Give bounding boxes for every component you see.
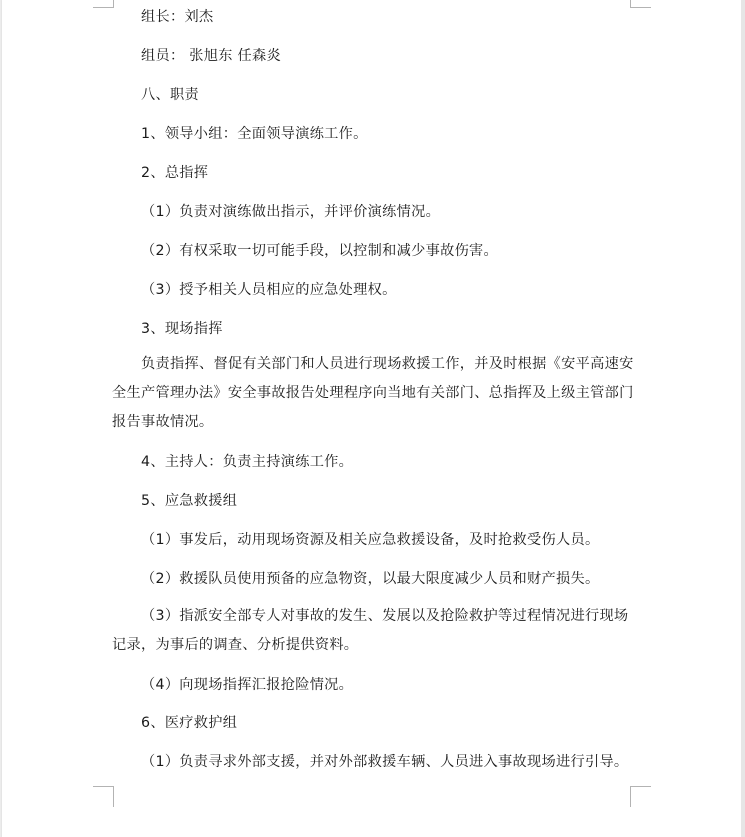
list-item: （4）向现场指挥汇报抢险情况。 <box>141 677 354 693</box>
subheading: 5、应急救援组 <box>141 493 238 509</box>
subheading: 2、总指挥 <box>141 165 209 181</box>
paragraph: 1、领导小组：全面领导演练工作。 <box>141 126 368 142</box>
list-item: （3）指派安全部专人对事故的发生、发展以及抢险救护等过程情况进行现场记录，为事后的调查、分析提供资料。 <box>112 608 629 653</box>
margin-corner-top-left <box>93 0 114 8</box>
list-item: （1）事发后，动用现场资源及相关应急救援设备，及时抢救受伤人员。 <box>141 532 600 548</box>
document-page <box>2 0 741 837</box>
section-heading: 八、职责 <box>141 87 199 103</box>
paragraph: 负责指挥、督促有关部门和人员进行现场救援工作，并及时根据《安平高速安全生产管理办法》安全事故报告处理程序向当地有关部门、总指挥及上级主管部门报告事故情况。 <box>112 356 634 430</box>
team-leader-line: 组长：刘杰 <box>141 9 214 25</box>
list-item: （3）授予相关人员相应的应急处理权。 <box>141 282 397 298</box>
margin-corner-bottom-right <box>630 786 651 807</box>
subheading: 3、现场指挥 <box>141 321 223 337</box>
list-item: （1）负责寻求外部支援，并对外部救援车辆、人员进入事故现场进行引导。 <box>141 754 629 770</box>
team-members-line: 组员： 张旭东 任森炎 <box>141 48 282 64</box>
list-item: （1）负责对演练做出指示，并评价演练情况。 <box>141 204 441 220</box>
margin-corner-top-right <box>630 0 651 8</box>
scroll-gutter <box>741 0 745 837</box>
margin-corner-bottom-left <box>93 786 114 807</box>
subheading: 6、医疗救护组 <box>141 715 238 731</box>
list-item: （2）救援队员使用预备的应急物资，以最大限度减少人员和财产损失。 <box>141 571 600 587</box>
list-item: （2）有权采取一切可能手段，以控制和减少事故伤害。 <box>141 243 499 259</box>
paragraph: 4、主持人：负责主持演练工作。 <box>141 454 354 470</box>
